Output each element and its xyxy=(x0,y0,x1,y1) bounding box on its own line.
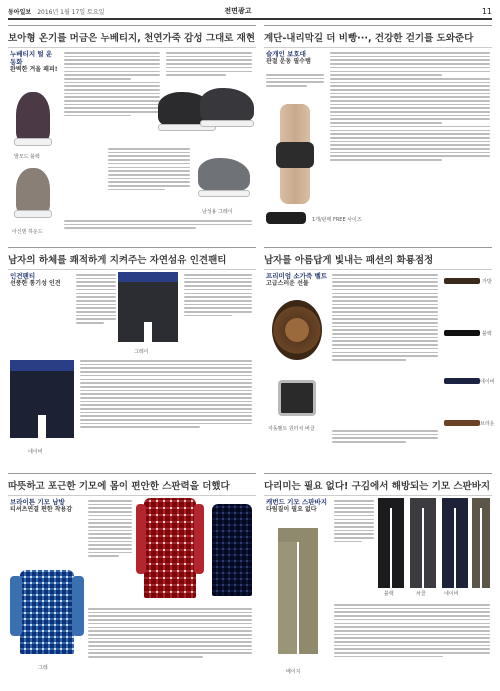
pants-caption-navy: 네이비 xyxy=(444,591,459,597)
underwear-ad xyxy=(8,247,256,469)
pants-subtitle: 캐번드 기모 스판바지 xyxy=(266,498,328,506)
underwear-caption-grey: 그레이 xyxy=(134,349,149,355)
pants-image-charcoal xyxy=(410,498,436,588)
knee-subtitle: 슬개인 보호대 xyxy=(266,50,306,58)
knee-body-text-2 xyxy=(330,50,490,163)
pants-image-black xyxy=(378,498,404,588)
knee-brace-image xyxy=(266,104,326,204)
underwear-grey-image xyxy=(118,272,178,344)
newspaper-name: 동아일보 xyxy=(8,9,32,16)
pants-caption-beige: 베이지 xyxy=(286,669,301,675)
issue-date: 2016년 1월 17일 토요일 xyxy=(37,9,105,16)
shirt-image-navy xyxy=(208,504,254,598)
belt-footer-text xyxy=(332,428,438,445)
section-label: 전면광고 xyxy=(224,7,252,15)
shirts-body-text xyxy=(88,498,132,559)
knee-body-text xyxy=(266,72,324,89)
shirts-tagline: 티셔츠연결 편한 착용감 xyxy=(10,506,73,513)
underwear-caption-navy: 네이비 xyxy=(28,449,43,455)
shoes-body-text-2 xyxy=(166,50,252,78)
shirts-ad xyxy=(8,473,256,685)
belt-subtitle: 프리미엄 소가죽 벨트 xyxy=(266,272,328,280)
belt-caption-1: 가방 xyxy=(482,279,492,285)
knee-caption: 1개/판매 FREE 사이즈 xyxy=(312,217,362,223)
underwear-tagline: 선풍한 통기성 인견 xyxy=(10,280,61,287)
belt-ad xyxy=(264,247,495,469)
shirt-image-blue xyxy=(10,570,84,656)
underwear-body-text xyxy=(76,272,116,326)
shoes-body-text-3 xyxy=(108,146,190,192)
belt-caption-3: 네이비 xyxy=(480,379,495,385)
shirt-image-red xyxy=(136,498,204,598)
belt-sample-3 xyxy=(444,378,480,384)
shoe-caption-houndstooth: 아신덴 하운드 xyxy=(12,229,43,235)
belt-caption-2: 블랙 xyxy=(482,331,492,337)
belt-caption-4: 브라운 xyxy=(480,421,495,427)
underwear-subtitle: 인견팬티 xyxy=(10,272,36,280)
shoes-footer-text xyxy=(64,218,252,231)
brace-pack-image xyxy=(266,208,310,228)
page-number: 11 xyxy=(481,7,492,16)
shoes-ad-title: 보아형 온기를 머금은 누베티지, 천연가죽 감성 그대로 재현 xyxy=(8,26,256,48)
belt-sample-2 xyxy=(444,330,480,336)
shoes-subtitle: 누베티지 털 운동화 xyxy=(10,50,53,66)
pants-body-text-2 xyxy=(334,602,490,659)
knee-ad-title: 계단-내리막길 더 비빵···, 건강한 걷기를 도와준다 xyxy=(264,26,492,48)
pants-image-navy xyxy=(442,498,468,588)
shoes-tagline: 완벽한 겨울 패피! xyxy=(10,66,58,73)
belt-sample-1 xyxy=(444,278,480,284)
shirts-ad-title: 따뜻하고 포근한 기모에 몸이 편안한 스판력을 더했다 xyxy=(8,474,256,496)
pants-caption-black: 블랙 xyxy=(384,591,394,597)
shirts-subtitle: 브라이튼 기모 남방 xyxy=(10,498,65,506)
pants-ad-title: 다리미는 필요 없다! 구김에서 해방되는 기모 스판바지 xyxy=(264,474,492,496)
shoe-image-main xyxy=(158,86,254,136)
shoes-body-text xyxy=(64,50,160,118)
shirt-caption: 그레 xyxy=(38,665,48,671)
underwear-body-text-3 xyxy=(80,358,252,430)
shoe-caption-black: 발모드 블랙 xyxy=(14,154,40,160)
underwear-navy-image xyxy=(10,360,74,442)
belt-buckle-caption: 자동벨트 원터치 버클 xyxy=(268,426,315,432)
shoe-image-grey xyxy=(196,150,252,204)
ad-grid xyxy=(8,25,495,685)
underwear-body-text-2 xyxy=(184,272,252,318)
pants-ad xyxy=(264,473,492,685)
belt-ad-title: 남자를 아름답게 빛내는 패션의 화룡점정 xyxy=(264,248,492,270)
pants-image-beige xyxy=(268,528,328,658)
belt-sample-4 xyxy=(444,420,480,426)
shoe-image-black xyxy=(12,88,56,150)
belt-tagline: 고급스러운 선물 xyxy=(266,280,309,287)
pants-caption-charcoal: 차콜 xyxy=(416,591,426,597)
shirts-body-text-2 xyxy=(88,606,252,660)
shoe-caption-grey: 남성용 그레이 xyxy=(202,209,233,215)
belt-body-text xyxy=(332,272,438,363)
belt-buckle-image xyxy=(272,374,322,422)
knee-brace-ad xyxy=(264,25,492,243)
pants-body-text xyxy=(334,498,374,544)
shoe-image-houndstooth xyxy=(12,164,56,222)
belt-roll-image xyxy=(268,296,326,366)
underwear-ad-title: 남자의 하체를 쾌적하게 지켜주는 자연섬유 인견팬티 xyxy=(8,248,256,270)
pants-tagline: 다림질이 필요 없다 xyxy=(266,506,317,513)
pants-image-khaki xyxy=(472,498,490,588)
page-header xyxy=(8,6,492,20)
shoes-ad xyxy=(8,25,256,243)
knee-tagline: 관절 운동 필수템 xyxy=(266,58,311,65)
